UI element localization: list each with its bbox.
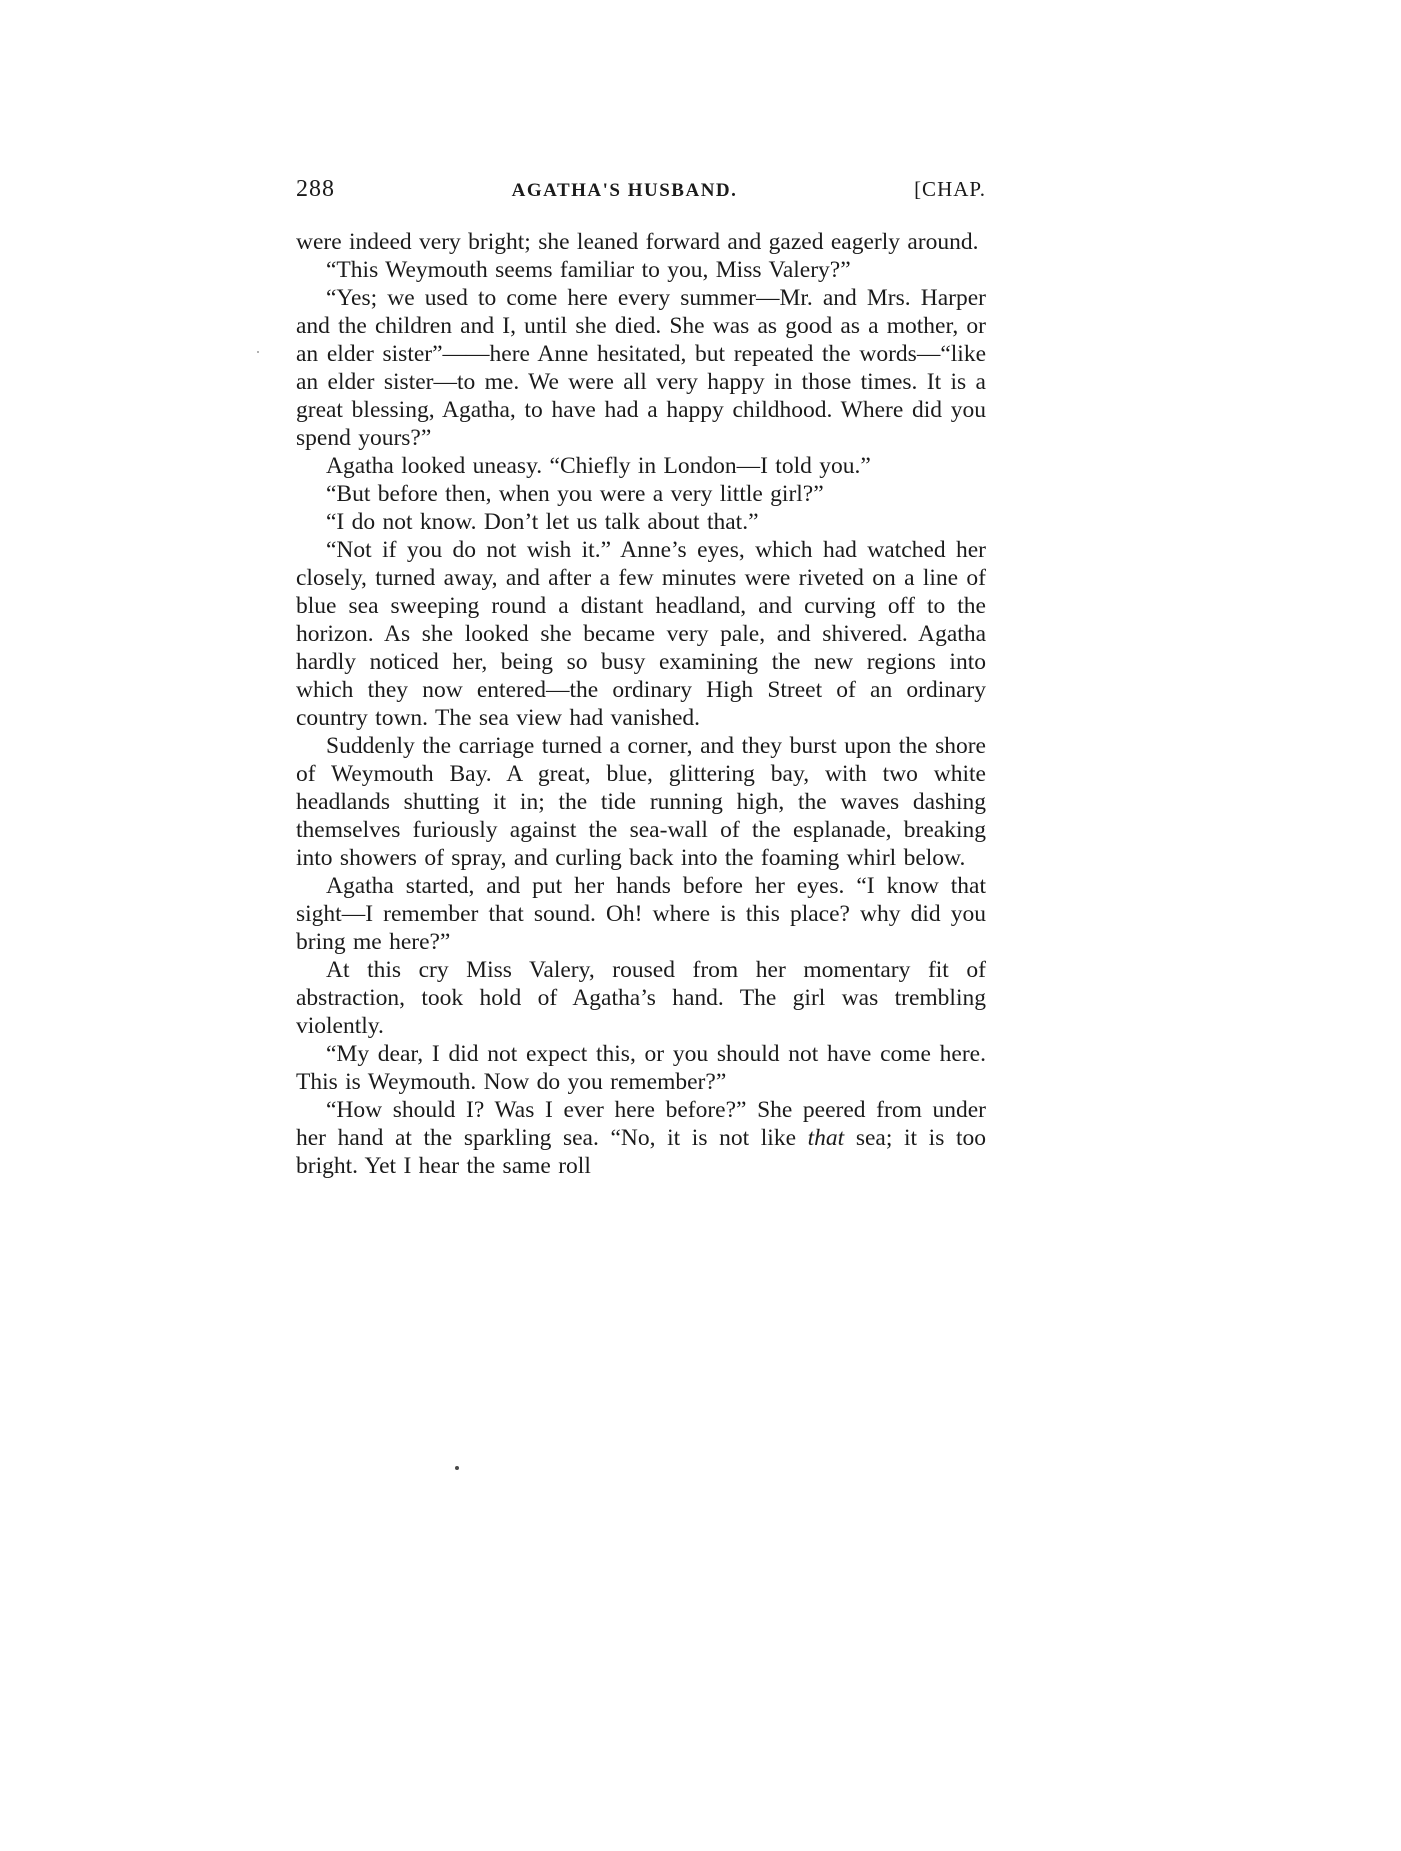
text-run: “My dear, I did not expect this, or you should not have come here. This is Weymouth. Now do you remember?” bbox=[296, 1041, 986, 1095]
text-run: “Yes; we used to come here every summer—Mr. and Mrs. Harper and the children and I, until she died. She was as good as a mother, or an elder sister”——here Anne hesitated, but repeated the words—“like an elder sister—to me. We were all very happy in those times. It is a great blessing, Agatha, to have had a happy childhood. Where did you spend yours?” bbox=[296, 285, 986, 451]
italic-text: that bbox=[807, 1125, 845, 1151]
text-run: “This Weymouth seems familiar to you, Miss Valery?” bbox=[326, 257, 851, 283]
paragraph bbox=[296, 536, 986, 732]
paragraph bbox=[296, 284, 986, 452]
text-run: “Not if you do not wish it.” Anne’s eyes, which had watched her closely, turned away, and after a few minutes were riveted on a line of blue sea sweeping round a distant headland, and curving off to the horizon. As she looked she became very pale, and shivered. Agatha hardly noticed her, being so busy examining the new regions into which they now entered—the ordinary High Street of an ordinary country town. The sea view had vanished. bbox=[296, 537, 986, 731]
text-run: sea; it is too bright. Yet I hear the same roll bbox=[296, 1125, 986, 1179]
paragraph bbox=[296, 452, 986, 480]
paragraph bbox=[296, 732, 986, 872]
text-run: Agatha looked uneasy. “Chiefly in London—I told you.” bbox=[326, 453, 871, 479]
scan-speck bbox=[257, 351, 259, 353]
text-run: Suddenly the carriage turned a corner, and they burst upon the shore of Weymouth Bay. A great, blue, glittering bay, with two white headlands shutting it in; the tide running high, the waves dashing themselves furiously against the sea-wall of the esplanade, breaking into showers of spray, and curling back into the foaming whirl below. bbox=[296, 733, 986, 871]
paragraph bbox=[296, 256, 986, 284]
chapter-mark: [CHAP. bbox=[914, 177, 986, 201]
paragraph bbox=[296, 1096, 986, 1180]
paragraph bbox=[296, 872, 986, 956]
page-header bbox=[296, 176, 986, 203]
running-title: AGATHA'S HUSBAND. bbox=[511, 180, 738, 201]
page-body bbox=[296, 228, 986, 1180]
text-run: At this cry Miss Valery, roused from her momentary fit of abstraction, took hold of Agatha’s hand. The girl was trembling violently. bbox=[296, 957, 986, 1039]
paragraph bbox=[296, 480, 986, 508]
text-run: Agatha started, and put her hands before her eyes. “I know that sight—I remember that sound. Oh! where is this place? why did you bring me here?” bbox=[296, 873, 986, 955]
paragraph bbox=[296, 228, 986, 256]
paragraph bbox=[296, 508, 986, 536]
text-run: were indeed very bright; she leaned forward and gazed eagerly around. bbox=[296, 229, 979, 255]
text-run: “I do not know. Don’t let us talk about that.” bbox=[326, 509, 759, 535]
text-run: “How should I? Was I ever here before?” She peered from under her hand at the sparkling sea. “No, it is not like bbox=[296, 1097, 986, 1151]
paragraph bbox=[296, 1040, 986, 1096]
scan-speck bbox=[455, 1466, 459, 1470]
text-run: “But before then, when you were a very little girl?” bbox=[326, 481, 824, 507]
page-number: 288 bbox=[296, 176, 335, 202]
paragraph bbox=[296, 956, 986, 1040]
